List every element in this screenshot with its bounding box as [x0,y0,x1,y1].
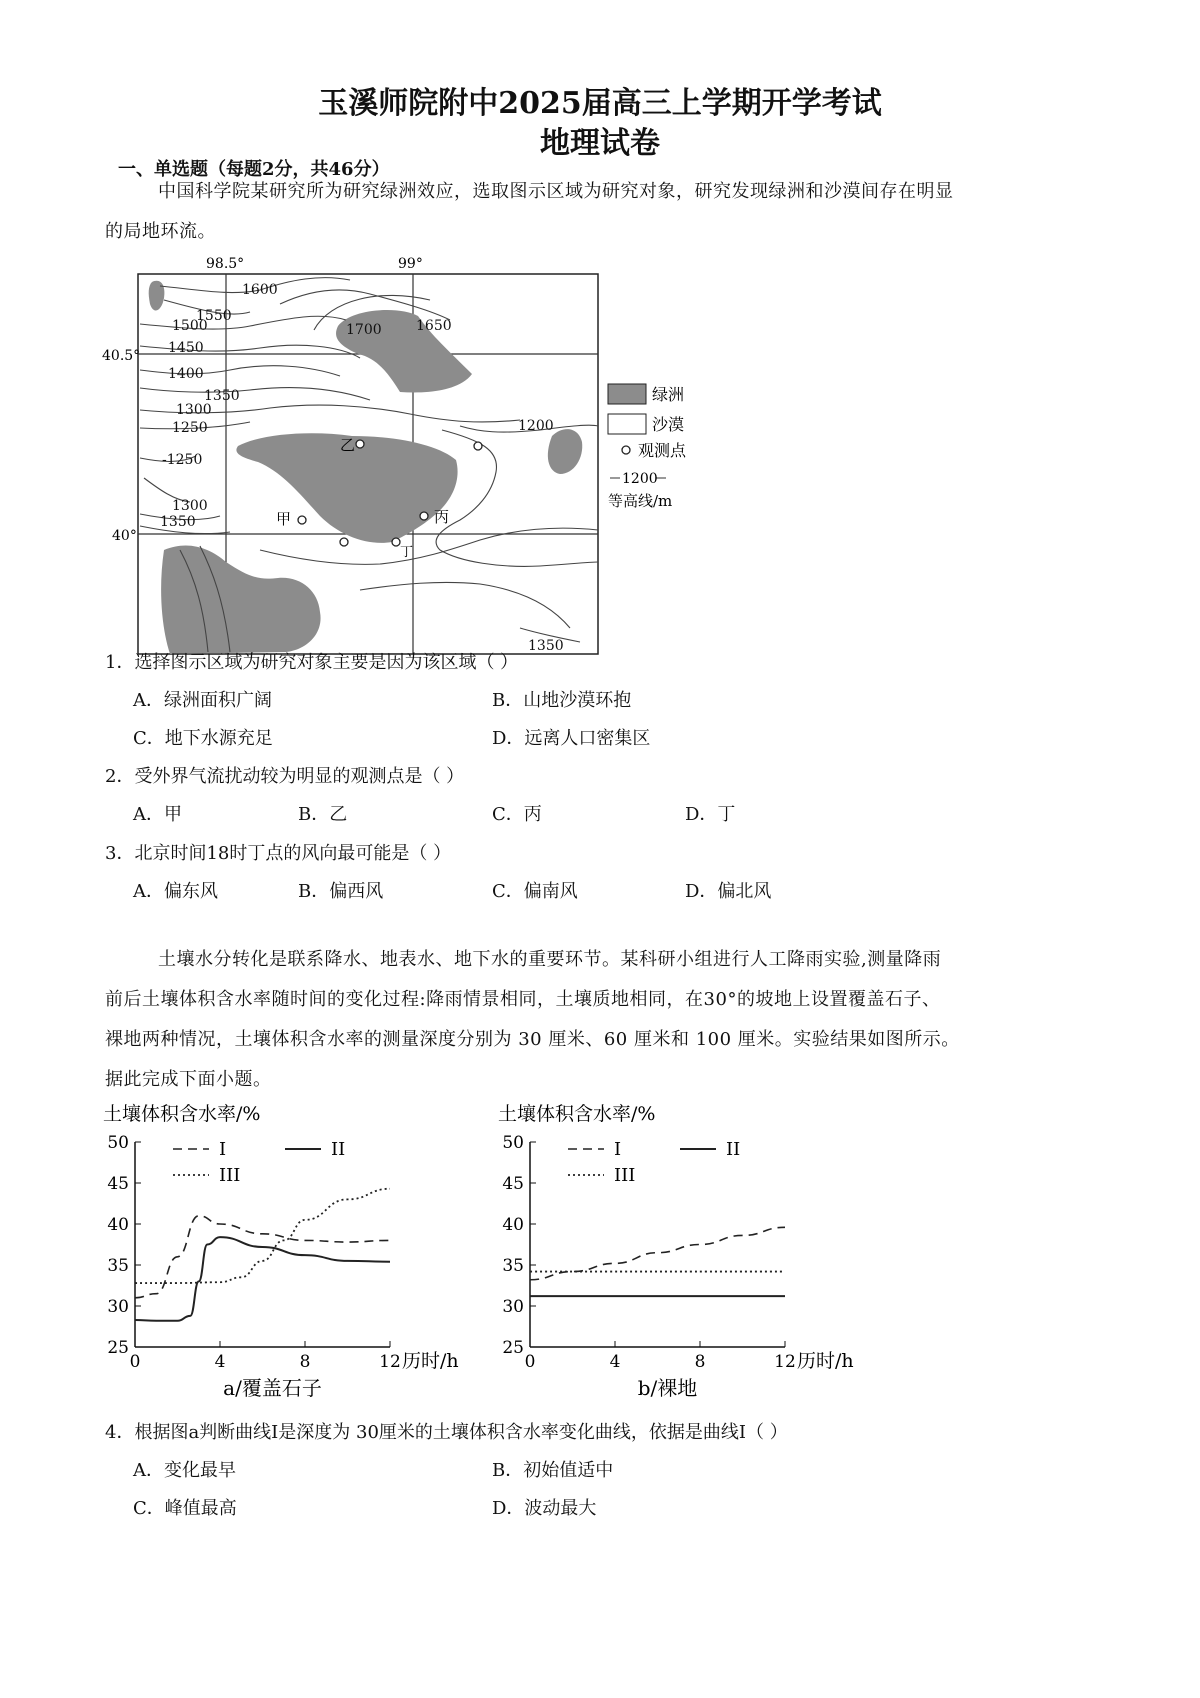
station-marker [356,440,364,448]
series-line-III [135,1189,390,1283]
y-tick-label: 35 [107,1256,129,1276]
y-tick-label: 25 [502,1338,524,1358]
q4-option-b: B．初始值适中 [492,1460,614,1481]
lat-label: 40.5° [102,348,141,364]
question-2-stem: 2．受外界气流扰动较为明显的观测点是（ ） [105,766,465,787]
q4-option-c: C．峰值最高 [133,1498,237,1519]
y-tick-label: 35 [502,1256,524,1276]
contour-label: 1300 [172,498,208,514]
intro2-line1: 土壤水分转化是联系降水、地表水、地下水的重要环节。某科研小组进行人工降雨实验,测量降雨 [158,949,942,970]
contour-label: -1250 [162,452,203,468]
legend-label-I: I [219,1139,227,1160]
station-marker [298,516,306,524]
intro2-line4: 据此完成下面小题。 [105,1069,272,1090]
legend-label-III: III [219,1165,241,1186]
contour-label: 1600 [242,282,278,298]
legend-station-marker [622,446,630,454]
q3-option-b: B．偏西风 [298,881,384,902]
intro1-line1: 中国科学院某研究所为研究绿洲效应，选取图示区域为研究对象，研究发现绿洲和沙漠间存在明显 [158,181,954,202]
contour-label: 1350 [160,514,196,530]
y-tick-label: 40 [107,1215,129,1235]
legend-contour-sample: 1200 [622,471,658,487]
station-label: 丙 [434,508,450,526]
q1-option-c: C．地下水源充足 [133,728,273,749]
chart-y-axis-label: 土壤体积含水率/% [498,1103,656,1125]
legend-label-I: I [614,1139,622,1160]
x-tick-label: 4 [214,1352,226,1372]
q1-option-d: D．远离人口密集区 [492,728,651,749]
question-3-stem: 3．北京时间18时丁点的风向最可能是（ ） [105,843,452,864]
contour-label: 1650 [416,318,452,334]
y-tick-label: 40 [502,1215,524,1235]
chart-bare-ground [490,1100,890,1420]
lon-label: 99° [398,256,423,272]
q1-option-b: B．山地沙漠环抱 [492,690,632,711]
q2-option-b: B．乙 [298,804,348,825]
station-marker [474,442,482,450]
x-tick-label: 8 [299,1352,311,1372]
legend-label-II: II [726,1139,741,1160]
q2-option-a: A．甲 [133,804,182,825]
y-tick-label: 50 [502,1133,524,1153]
q3-option-d: D．偏北风 [685,881,772,902]
q3-option-a: A．偏东风 [133,881,218,902]
legend-oasis-label: 绿洲 [652,385,685,404]
contour-label: 1450 [168,340,204,356]
contour-label: 1350 [204,388,240,404]
station-marker [392,538,400,546]
station-marker [340,538,348,546]
contour-label: 1500 [172,318,208,334]
q4-option-a: A．变化最早 [133,1460,236,1481]
legend-contour-label: 等高线/m [608,492,673,510]
contour-map [100,250,780,700]
legend-desert-label: 沙漠 [652,415,685,434]
q1-option-a: A．绿洲面积广阔 [133,690,272,711]
x-tick-label: 4 [609,1352,621,1372]
contour-label: 1300 [176,402,212,418]
contour-label: 1200 [518,418,554,434]
y-tick-label: 30 [502,1297,524,1317]
chart-x-axis-label: 历时/h [402,1350,459,1372]
chart-title: b/裸地 [637,1376,698,1400]
chart-title: a/覆盖石子 [223,1376,322,1400]
section-heading: 一、单选题（每题2分，共46分） [118,159,390,180]
chart-x-axis-label: 历时/h [797,1350,854,1372]
legend-oasis-swatch [608,384,646,404]
intro2-line2: 前后土壤体积含水率随时间的变化过程:降雨情景相同，土壤质地相同，在30°的坡地上设置覆盖石子、 [105,989,941,1010]
station-marker [420,512,428,520]
series-line-I [135,1216,390,1298]
q2-option-c: C．丙 [492,804,542,825]
contour-label: 1700 [346,322,382,338]
station-label: 丁 [400,545,414,560]
legend-label-III: III [614,1165,636,1186]
y-tick-label: 50 [107,1133,129,1153]
q3-option-c: C．偏南风 [492,881,578,902]
intro1-line2: 的局地环流。 [105,221,216,242]
station-label: 甲 [276,510,292,528]
y-tick-label: 45 [107,1174,129,1194]
legend-station-label: 观测点 [638,441,687,460]
contour-label: 1250 [172,420,208,436]
y-tick-label: 45 [502,1174,524,1194]
contour-label: 1400 [168,366,204,382]
x-tick-label: 12 [774,1352,796,1372]
lon-label: 98.5° [206,256,245,272]
question-4-stem: 4．根据图a判断曲线I是深度为 30厘米的土壤体积含水率变化曲线，依据是曲线I（ ） [105,1422,788,1443]
y-tick-label: 30 [107,1297,129,1317]
x-tick-label: 0 [524,1352,536,1372]
station-label: 乙 [340,436,356,454]
legend-label-II: II [331,1139,346,1160]
contour-label: 1550 [196,308,232,324]
chart-covered-stones [95,1100,495,1420]
q4-option-d: D．波动最大 [492,1498,597,1519]
q2-option-d: D．丁 [685,804,736,825]
contour-label: 1350 [528,638,564,654]
x-tick-label: 8 [694,1352,706,1372]
y-tick-label: 25 [107,1338,129,1358]
series-line-II [135,1237,390,1321]
x-tick-label: 12 [379,1352,401,1372]
chart-y-axis-label: 土壤体积含水率/% [103,1103,261,1125]
exam-subtitle: 地理试卷 [540,126,660,161]
question-1-stem: 1．选择图示区域为研究对象主要是因为该区域（ ） [105,652,519,673]
legend-desert-swatch [608,414,646,434]
intro2-line3: 裸地两种情况，土壤体积含水率的测量深度分别为 30 厘米、60 厘米和 100 厘米。实验结果如图所示。 [105,1029,960,1050]
exam-title: 玉溪师院附中2025届高三上学期开学考试 [318,86,882,121]
x-tick-label: 0 [129,1352,141,1372]
lat-label: 40° [112,528,137,544]
